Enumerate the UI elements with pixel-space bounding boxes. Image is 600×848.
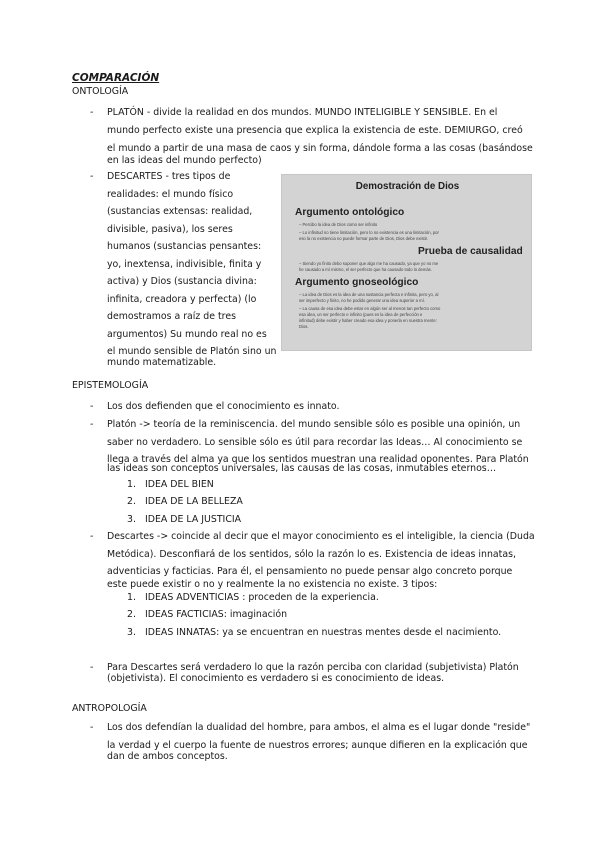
slide-heading-gnoseologico: Argumento gnoseológico [295,277,419,288]
bullet-dash: - [90,401,94,412]
page-title: COMPARACIÓN [72,72,160,84]
tipo-idea-item: IDEAS INNATAS: ya se encuentran en nuestras mentes desde el nacimiento. [145,627,502,638]
verdad-line: Para Descartes será verdadero lo que la razón perciba con claridad (subjetivista) Platón [107,662,519,673]
list-number: 1. [127,479,136,490]
slide-line: ser imperfecto y finito, no he podido generar una idea superior a mí. [299,298,425,303]
platon-epistemologia-line: Platón -> teoría de la reminiscencia. del mundo sensible sólo es posible una opinión, un [107,419,521,430]
idea-item: IDEA DE LA BELLEZA [145,496,243,507]
descartes-ontologia-line: el mundo sensible de Platón sino un [107,346,277,357]
bullet-dash: - [90,722,94,733]
antropologia-line: dan de ambos conceptos. [107,751,228,762]
slide-image-demostracion-de-dios [281,174,532,351]
bullet-dash: - [90,662,94,673]
descartes-ontologia-line: divisible, pasiva), los seres [107,224,233,235]
descartes-ontologia-line: infinita, creadora y perfecta) (lo [107,294,257,305]
platon-ontologia-line: PLATÓN - divide la realidad en dos mundos. MUNDO INTELIGIBLE Y SENSIBLE. En el [107,107,498,118]
platon-ontologia-line: mundo perfecto existe una presencia que explica la existencia de este. DEMIURGO, creó [107,125,523,136]
bullet-dash: - [90,531,94,542]
slide-line: Dios. [299,324,309,329]
section-heading-ontologia: ONTOLOGÍA [72,86,129,97]
descartes-ontologia-line: humanos (sustancias pensantes: [107,241,262,252]
slide-line: – Siendo yo finito debo suponer que algo me ha causado, ya que yo no me [299,261,439,266]
platon-epistemologia-line: las ideas son conceptos universales, las causas de las cosas, inmutables eternos… [107,463,497,474]
slide-line: infinitud) debe existir y haber creado esa idea y ponerla en nuestra mente: [299,318,437,323]
descartes-ontologia-line: mundo matematizable. [107,357,217,368]
platon-ontologia-line: el mundo a partir de una masa de caos y sin forma, dándole forma a las cosas (basándose [107,143,533,154]
list-number: 3. [127,627,136,638]
slide-heading-causalidad: Prueba de causalidad [418,246,523,257]
slide-heading-ontologico: Argumento ontológico [295,207,405,218]
slide-line: eso la no existencia no puede formar parte de Dios, Dios debe existir. [299,236,428,241]
antropologia-line: Los dos defendían la dualidad del hombre, para ambos, el alma es el lugar donde "reside" [107,722,531,733]
descartes-ontologia-line: argumentos) Su mundo real no es [107,329,267,340]
bullet-dash: - [90,419,94,430]
list-number: 2. [127,609,136,620]
epistemologia-item: Los dos defienden que el conocimiento es innato. [107,401,340,412]
section-heading-antropologia: ANTROPOLOGÍA [72,703,147,714]
idea-item: IDEA DE LA JUSTICIA [145,514,242,525]
bullet-dash: - [90,107,94,118]
platon-ontologia-line: en las ideas del mundo perfecto) [107,155,262,166]
descartes-ontologia-line: yo, inextensa, indivisible, finita y [107,259,262,270]
section-heading-epistemologia: EPISTEMOLOGÍA [72,380,149,391]
descartes-epistemologia-line: adventicias y facticias. Para él, el pensamiento no puede pensar algo concreto porque [107,566,513,577]
idea-item: IDEA DEL BIEN [145,479,214,490]
descartes-ontologia-line: DESCARTES - tres tipos de [107,171,231,182]
slide-line: esa idea, un ser perfecto e infinito (pues es la idea de perfección e [299,312,423,317]
bullet-dash: - [90,171,94,182]
descartes-ontologia-line: (sustancias extensas: realidad, [107,206,253,217]
list-number: 1. [127,592,136,603]
slide-line: he causado a mí mismo, el ser perfecto que ha causado todo lo demás. [299,267,432,272]
tipo-idea-item: IDEAS ADVENTICIAS : proceden de la experiencia. [145,592,379,603]
verdad-line: (objetivista). El conocimiento es verdadero si es conocimiento de ideas. [107,673,445,684]
list-number: 3. [127,514,136,525]
platon-epistemologia-line: saber no verdadero. Lo sensible sólo es útil para recordar las Ideas… Al conocimiento se [107,437,523,448]
descartes-ontologia-line: demostramos a raíz de tres [107,311,236,322]
tipo-idea-item: IDEAS FACTICIAS: imaginación [145,609,288,620]
antropologia-line: la verdad y el cuerpo la fuente de nuestros errores; aunque difieren en la explicación que [107,740,528,751]
slide-line: – La idea de Dios es la idea de una sustancia perfecta e infinita, pero yo, al [299,292,439,297]
slide-line: – La causa de esa idea debe estar en algún ser al menos tan perfecto como [299,306,441,311]
descartes-epistemologia-line: Descartes -> coincide al decir que el mayor conocimiento es el inteligible, la ciencia (Duda [107,531,535,542]
descartes-ontologia-line: activa) y Dios (sustancia divina: [107,276,257,287]
descartes-ontologia-line: realidades: el mundo físico [107,189,234,200]
platon-epistemologia-line: llega a través del alma ya que los sentidos muestran una realidad oponentes. Para Platón [107,454,529,465]
slide-line: – Lo infinitud no tiene limitación, pero lo no existencia es una limitación, por [299,230,439,235]
descartes-epistemologia-line: Metódica). Desconfiará de los sentidos, sólo la razón lo es. Existencia de ideas innatas, [107,549,516,560]
slide-line: – Percibo la idea de Dios como ser infinito [299,222,378,227]
descartes-epistemologia-line: este puede existir o no y realmente la no existencia no existe. 3 tipos: [107,579,438,590]
slide-title: Demostración de Dios [355,181,460,192]
list-number: 2. [127,496,136,507]
